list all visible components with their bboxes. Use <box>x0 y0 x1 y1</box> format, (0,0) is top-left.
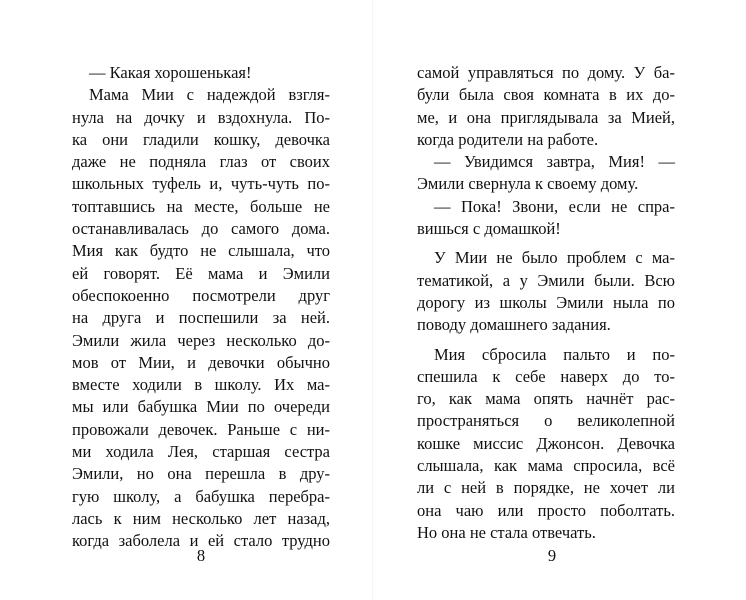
text-line: ми ходила Лея, старшая сестра <box>72 442 330 462</box>
text-line: Мия сбросила пальто и по- <box>434 344 675 364</box>
text-line: Мама Мии с надеждой взгля- <box>89 85 330 105</box>
text-line: тематикой, а у Эмили были. Всю <box>417 270 675 290</box>
text-line: мы или бабушка Мии по очереди <box>72 397 330 417</box>
text-line: лась к ним несколько лет назад, <box>72 508 330 528</box>
text-line: го, как мама опять начнёт рас- <box>417 389 675 409</box>
text-line: нула на дочку и вздохнула. По- <box>72 107 330 127</box>
text-line: вместе ходили в школу. Их ма- <box>72 375 330 395</box>
text-line: Мия как будто не слышала, что <box>72 241 330 261</box>
page-number-right: 9 <box>547 546 557 565</box>
text-line: самой управляться по дому. У ба- <box>417 63 675 82</box>
text-line: — Пока! Звони, если не спра- <box>434 196 675 216</box>
text-line: даже не подняла глаз от своих <box>72 152 330 172</box>
text-line: ли с ней в порядке, не хочет ли <box>417 478 675 498</box>
text-line: — Увидимся завтра, Мия! — <box>434 152 675 172</box>
text-line: она чаю или просто поболтать. <box>417 500 675 520</box>
text-line: на друга и поспешили за ней. <box>72 308 330 328</box>
text-line: гую школу, а бабушка перебра- <box>72 486 330 506</box>
text-line: кошке миссис Джонсон. Девочка <box>417 433 675 453</box>
text-line: провожали девочек. Раньше с ни- <box>72 419 330 439</box>
text-line: вишься с домашкой! <box>417 219 561 239</box>
text-line: обеспокоенно посмотрели друг <box>72 285 330 305</box>
text-line: дорогу из школы Эмили ныла по <box>417 292 675 312</box>
text-line: когда родители на работе. <box>417 129 599 149</box>
text-line: були была своя комната в их до- <box>417 85 675 105</box>
text-line: мов от Мии, и девочки обычно <box>72 352 330 372</box>
text-line: спешила к себе наверх до то- <box>417 366 675 386</box>
text-line: Эмили свернула к своему дому. <box>417 174 639 194</box>
text-line: останавливалась до самого дома. <box>72 219 330 239</box>
text-line: слышала, как мама спросила, всё <box>417 456 675 476</box>
text-line: У Мии не было проблем с ма- <box>434 248 675 268</box>
text-line: школьных туфель и, чуть-чуть по- <box>72 174 330 194</box>
text-line: ей говорят. Её мама и Эмили <box>72 263 330 283</box>
right-page-text <box>417 62 675 544</box>
book-gutter <box>372 0 374 600</box>
text-line: Эмили жила через несколько до- <box>72 330 330 350</box>
text-line: когда заболела и ей стало трудно <box>72 531 330 551</box>
left-page-text <box>72 62 330 553</box>
text-line: пространяться о великолепной <box>417 411 675 431</box>
text-line: поводу домашнего задания. <box>417 315 611 335</box>
text-line: Но она не стала отвечать. <box>417 522 596 542</box>
text-line: ка они гладили кошку, девочка <box>72 129 330 149</box>
page-number-left: 8 <box>196 546 206 565</box>
text-line: ме, и она приглядывала за Мией, <box>417 107 675 127</box>
text-line: Эмили, но она перешла в дру- <box>72 464 330 484</box>
text-line: — Какая хорошенькая! <box>89 63 252 82</box>
text-line: топтавшись на месте, больше не <box>72 196 330 216</box>
